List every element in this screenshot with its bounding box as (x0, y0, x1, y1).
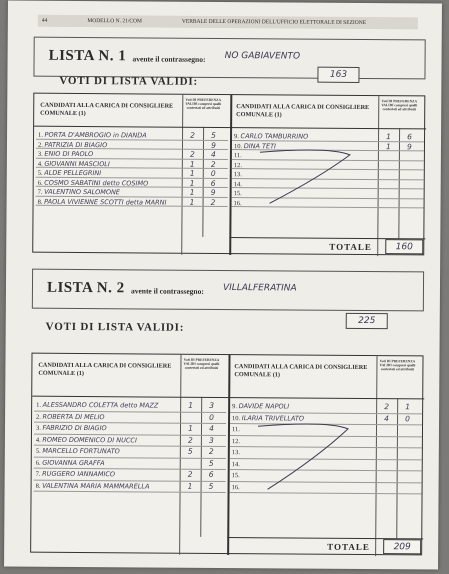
ballot-report-page (4, 0, 442, 569)
candidate-number: 2. (37, 141, 45, 149)
candidate-number: 7. (35, 470, 43, 478)
candidate-number: 16. (231, 483, 240, 491)
contrassegno-label: avente il contrassegno: (130, 286, 204, 296)
totale-value: 160 (385, 239, 423, 254)
candidate-number: 14. (233, 180, 242, 188)
preference-digit: 9 (407, 141, 412, 151)
preference-digit: 2 (190, 130, 195, 140)
candidate-number: 4. (35, 436, 43, 444)
contrassegno-label: avente il contrassegno: (132, 54, 206, 64)
void-strike-mark (31, 354, 424, 557)
preference-digit: 2 (210, 197, 216, 207)
candidate-number: 5. (35, 447, 43, 455)
candidate-name: ILARIA TRIVELLATO (241, 413, 305, 423)
totale-label: TOTALE (327, 541, 370, 553)
preference-digit: 1 (188, 400, 194, 410)
candidate-number: 12. (233, 161, 242, 169)
preference-digit: 3 (209, 400, 215, 410)
preference-digit: 5 (211, 130, 216, 140)
candidate-name: ROBERTA DI MELIO (42, 412, 105, 421)
candidate-number: 11. (231, 426, 240, 434)
preference-digit: 5 (187, 446, 193, 456)
candidate-name: MARCELLO FORTUNATO (42, 446, 120, 456)
preference-digit: 2 (208, 446, 214, 456)
preference-digit: 1 (187, 481, 193, 491)
preference-digit: 1 (386, 132, 391, 142)
preference-digit: 2 (384, 402, 390, 412)
list-title: LISTA N. 1 (48, 47, 127, 65)
candidate-name: DAVIDE NAPOLI (238, 402, 290, 411)
candidate-name: ROMEO DOMENICO DI NUCCI (42, 435, 137, 444)
preference-digit: 4 (210, 149, 216, 159)
candidate-name: FABRIZIO DI BIAGIO (42, 423, 107, 433)
candidate-number: 2. (36, 413, 43, 421)
contrassegno-value: NO GABIAVENTO (224, 51, 301, 62)
preference-digit: 1 (189, 178, 195, 188)
list-title: LISTA N. 2 (46, 279, 125, 297)
candidate-name: COSMO SABATINI detto COSIMO (44, 178, 149, 187)
page-header (38, 15, 418, 30)
preferences-table (30, 353, 423, 556)
candidate-name: PATRIZIA DI BIAGIO (44, 140, 108, 149)
strike-path (260, 150, 350, 204)
candidate-number: 1. (36, 401, 43, 409)
candidate-name: VALENTINA MARIA MAMMARELLA (42, 481, 150, 490)
list-header-box (33, 37, 425, 80)
preference-digit: 0 (405, 413, 410, 423)
preference-digit: 2 (189, 149, 195, 159)
right-votes-header: Voti DI PREFERENZA VALIDI compresi quelli contestati ed attribuiti (381, 99, 418, 112)
preference-digit: 1 (189, 159, 195, 169)
modello-label: MODELLO N. 21/COM (87, 18, 142, 25)
preference-digit: 1 (188, 423, 193, 433)
candidate-number: 10. (233, 142, 244, 150)
preference-digit: 1 (386, 141, 391, 151)
strike-path (258, 424, 348, 490)
preference-digit: 5 (208, 458, 214, 468)
totale-label: TOTALE (329, 241, 372, 253)
preference-digit: 2 (210, 159, 216, 169)
candidate-number: 15. (231, 472, 240, 480)
header-title: VERBALE DELLE OPERAZIONI DELL'UFFICIO ELETTORALE DI SEZIONE (181, 18, 367, 26)
preference-digit: 3 (208, 435, 214, 445)
right-column-header: CANDIDATI ALLA CARICA DI CONSIGLIERE COMUNALE (1) (234, 363, 368, 379)
candidate-name: CARLO TAMBURRINO (240, 132, 309, 141)
preference-digit: 2 (187, 435, 193, 445)
candidate-number: 16. (233, 199, 242, 207)
preference-digit: 6 (407, 132, 412, 142)
preference-digit: 4 (384, 413, 389, 423)
preference-digit: 1 (189, 197, 195, 207)
candidate-name: ALESSANDRO COLETTA detto MAZZ (42, 400, 159, 410)
candidate-name: RUGGERO IANNAMICO (42, 469, 116, 479)
candidate-name: DINA TETI (243, 141, 277, 150)
candidate-number: 6. (37, 179, 45, 187)
candidate-name: ALDE PELLEGRINI (44, 168, 102, 178)
preference-digit: 4 (209, 423, 214, 433)
voti-validi-value: 225 (346, 313, 388, 329)
candidate-name: PAOLA VIVIENNE SCOTTI detta MARNI (44, 197, 167, 207)
voti-validi-label: VOTI DI LISTA VALIDI: (45, 320, 185, 334)
preference-digit: 0 (210, 168, 216, 178)
preference-digit: 1 (189, 168, 195, 178)
candidate-number: 3. (37, 150, 45, 158)
candidate-number: 3. (35, 424, 43, 432)
left-column-header: CANDIDATI ALLA CARICA DI CONSIGLIERE COMUNALE (1) (40, 101, 174, 118)
candidate-number: 9. (232, 403, 239, 411)
candidate-number: 1. (38, 131, 45, 139)
preference-digit: 9 (211, 140, 216, 150)
candidate-number: 12. (231, 437, 241, 445)
candidate-name: GIOVANNI MASCIOLI (44, 159, 110, 168)
contrassegno-value: VILLALFERATINA (222, 283, 297, 294)
preference-digit: 9 (210, 187, 216, 197)
candidate-number: 6. (35, 459, 43, 467)
candidate-number: 4. (37, 160, 45, 168)
voti-validi-value: 163 (317, 67, 359, 83)
candidate-name: ENIO DI PAOLO (44, 149, 94, 159)
preference-digit: 1 (405, 402, 411, 412)
candidate-number: 14. (231, 460, 240, 468)
preference-digit: 6 (208, 469, 214, 479)
candidate-number: 7. (37, 188, 45, 196)
candidate-number: 9. (234, 133, 241, 141)
preference-digit: 5 (208, 481, 214, 491)
preference-digit: 2 (187, 469, 193, 479)
candidate-number: 11. (233, 152, 242, 160)
preference-digit: 1 (189, 187, 195, 197)
candidate-number: 13. (231, 449, 240, 457)
candidate-number: 10. (232, 414, 242, 422)
right-column-header: CANDIDATI ALLA CARICA DI CONSIGLIERE COMUNALE (1) (236, 103, 370, 119)
list-header-box (32, 269, 424, 312)
right-votes-header: Voti DI PREFERENZA VALIDI compresi quelli contestati ed attribuiti (379, 359, 416, 372)
left-votes-header: Voti DI PREFERENZA VALIDI compresi quelli contestati ed attribuiti (183, 357, 220, 371)
candidate-number: 5. (37, 169, 45, 177)
candidate-name: VALENTINO SALOMONE (44, 187, 120, 197)
candidate-number: 8. (37, 198, 45, 206)
preference-digit: 0 (209, 412, 215, 422)
void-strike-mark (33, 94, 426, 257)
left-votes-header: Voti DI PREFERENZA VALIDI compresi quelli contestati ed attribuiti (185, 97, 222, 111)
preference-digit: 6 (210, 178, 216, 188)
candidate-number: 15. (233, 190, 242, 198)
left-column-header: CANDIDATI ALLA CARICA DI CONSIGLIERE COMUNALE (1) (38, 361, 172, 378)
candidate-number: 13. (233, 171, 242, 179)
candidate-number: 8. (35, 482, 43, 490)
totale-value: 209 (383, 539, 421, 554)
candidate-name: PORTA D'AMBROGIO in DIANDA (44, 130, 147, 140)
preferences-table (32, 93, 425, 256)
page-number: 44 (41, 17, 48, 24)
voti-validi-label: VOTI DI LISTA VALIDI: (59, 74, 199, 88)
candidate-name: GIOVANNA GRAFFA (42, 458, 105, 467)
